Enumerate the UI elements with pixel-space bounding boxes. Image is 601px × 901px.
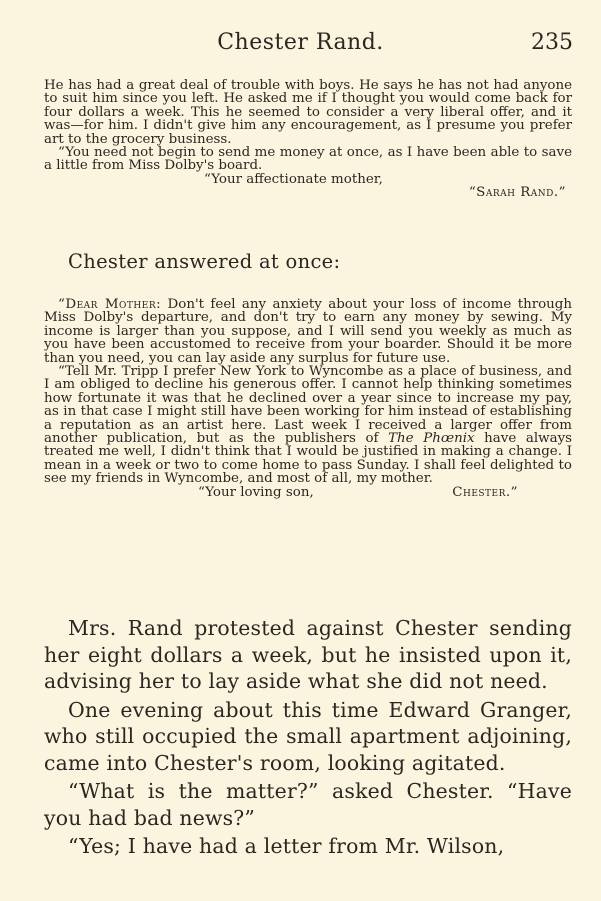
running-head <box>0 28 601 58</box>
letter-paragraph: “You need not begin to send me money at once, as I have been able to save a little from Miss Dolby's board. <box>44 145 572 174</box>
letter-paragraph <box>44 365 572 486</box>
letter-text: have always treated me well, I didn't think that I would be justified in making a change. I mean in a week or two to come home to pass Sunday. I shall feel delighted to see my friends in Wyncombe, and most of all, my mother. <box>44 431 573 487</box>
running-head-title: Chester Rand. <box>217 30 384 55</box>
letter-closing: “Your affectionate mother, <box>204 171 383 187</box>
letter-signature: Chester.” <box>452 484 518 500</box>
letter-text: “Tell Mr. Tripp I prefer New York to Wyncombe as a place of business, and I am obliged to decline his generous offer. I cannot help thinking sometimes how fortunate it was that he declined over a year since to increase my pay, as in that case I might still have been working for him instead of establishing a reputation as an artist here. Last week I received a larger offer from another publication, but as the publishers of <box>44 364 572 447</box>
letter-closing: “Your loving son, <box>198 484 314 500</box>
narrative-text <box>44 615 572 860</box>
letter-signature: “Sarah Rand.” <box>468 185 566 201</box>
letter-paragraph: He has had a great deal of trouble with boys. He says he has not had anyone to suit him since you left. He asked me if I thought you would come back for four dollars a week. This he seemed to consider a very liberal offer, and it was—for him. I didn't give him any encouragement, as I presume you prefer art to the grocery business. <box>44 78 572 147</box>
letter-from-mother <box>44 79 572 200</box>
letter-from-chester <box>44 298 572 499</box>
publication-name: The Phœnix <box>388 431 475 447</box>
narrative-paragraph: One evening about this time Edward Granger, who still occupied the small apartment adjoining, came into Chester's room, looking agitated. <box>44 697 572 775</box>
narrative-paragraph: Mrs. Rand protested against Chester sending her eight dollars a week, but he insisted upon it, advising her to lay aside what she did not need. <box>44 616 572 693</box>
page-number: 235 <box>531 30 573 55</box>
letter-salutation: “Dear Mother: <box>58 297 162 312</box>
transition-line: Chester answered at once: <box>68 250 341 273</box>
letter-text: Don't feel any anxiety about your loss of income through Miss Dolby's departure, and don't try to earn any money by sewing. My income is larger than you suppose, and I will send you weekly as much as you have been accustomed to receive from your boarder. Should it be more than you need, you can lay aside any surplus for future use. <box>44 297 572 366</box>
narrative-paragraph: “Yes; I have had a letter from Mr. Wilson, <box>68 834 505 858</box>
letter-closing-line <box>44 486 572 499</box>
letter-paragraph <box>44 298 572 365</box>
narrative-paragraph: “What is the matter?” asked Chester. “Have you had bad news?” <box>44 779 572 830</box>
